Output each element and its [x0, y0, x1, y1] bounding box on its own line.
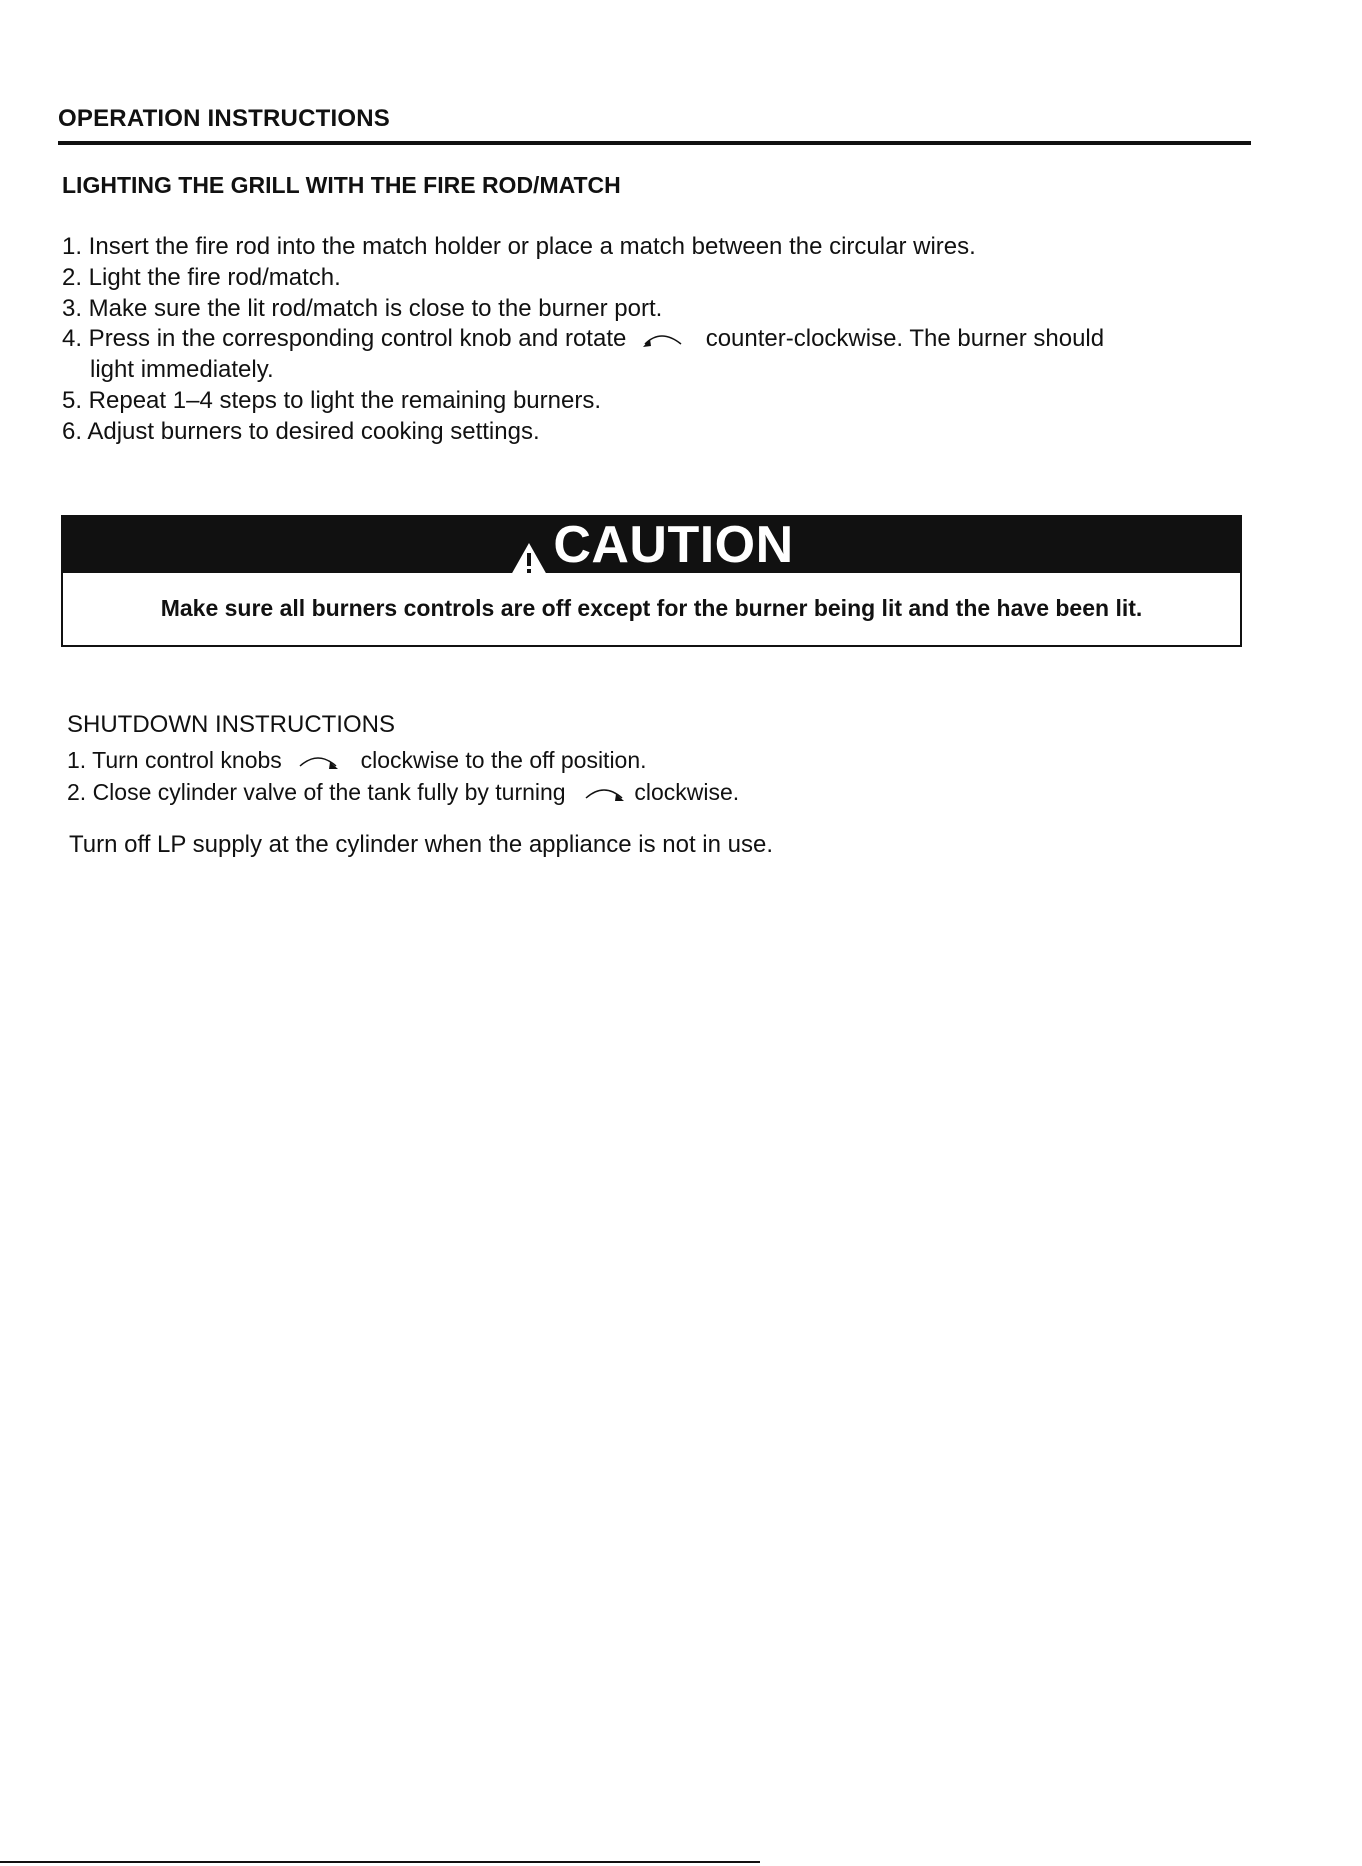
page-title: OPERATION INSTRUCTIONS: [58, 105, 390, 132]
caution-box: [61, 515, 1242, 647]
lighting-step-2: 2. Light the fire rod/match.: [62, 264, 341, 291]
lighting-step-4-continuation: light immediately.: [90, 356, 274, 383]
lighting-heading: LIGHTING THE GRILL WITH THE FIRE ROD/MATCH: [62, 172, 621, 198]
shutdown-step-1-text: 1. Turn control knobs: [67, 747, 282, 773]
lp-supply-note: Turn off LP supply at the cylinder when the appliance is not in use.: [69, 831, 773, 858]
lighting-step-5: 5. Repeat 1–4 steps to light the remaining burners.: [62, 387, 601, 414]
clockwise-arrow-icon: [296, 752, 340, 770]
lighting-step-1: 1. Insert the fire rod into the match holder or place a match between the circular wires.: [62, 233, 976, 260]
shutdown-step-2-text-cont: clockwise.: [634, 779, 740, 805]
warning-triangle-icon: [509, 530, 549, 566]
lighting-step-4-text-cont: counter-clockwise. The burner should: [705, 325, 1105, 352]
shutdown-step-1: [67, 747, 647, 774]
lighting-step-3: 3. Make sure the lit rod/match is close to the burner port.: [62, 295, 663, 322]
counter-clockwise-arrow-icon: [641, 330, 685, 348]
shutdown-heading: SHUTDOWN INSTRUCTIONS: [67, 711, 395, 738]
shutdown-step-2: [67, 779, 739, 806]
lighting-step-4-text: 4. Press in the corresponding control knob and rotate: [62, 325, 627, 352]
caution-header: [63, 517, 1240, 573]
title-rule: [58, 141, 1251, 145]
lighting-step-4: [62, 323, 1104, 354]
page-bottom-rule: [0, 1861, 760, 1863]
lighting-step-6: 6. Adjust burners to desired cooking settings.: [62, 418, 540, 445]
caution-text: Make sure all burners controls are off except for the burner being lit and the have been lit.: [160, 595, 1143, 621]
shutdown-step-1-text-cont: clockwise to the off position.: [360, 747, 647, 773]
clockwise-arrow-icon: [582, 784, 626, 802]
caution-title: CAUTION: [553, 516, 794, 574]
shutdown-step-2-text: 2. Close cylinder valve of the tank fully by turning: [67, 779, 566, 805]
